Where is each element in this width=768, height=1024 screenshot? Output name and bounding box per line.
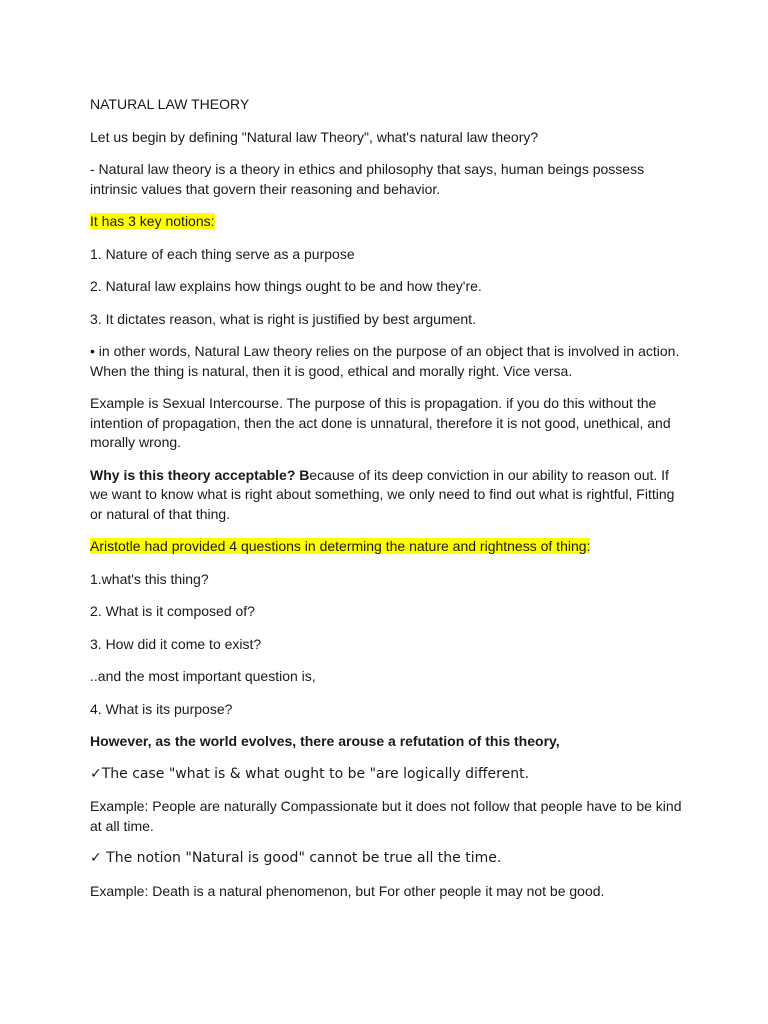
question-item-2: 2. What is it composed of?	[90, 603, 255, 619]
definition-paragraph: - Natural law theory is a theory in ethics and philosophy that says, human beings possess intrinsic values that govern their reasoning and behavior.	[90, 161, 645, 197]
document-page	[90, 95, 690, 914]
most-important-paragraph: ..and the most important question is,	[90, 668, 316, 684]
aristotle-heading	[90, 537, 690, 557]
notion-item-3: 3. It dictates reason, what is right is justified by best argument.	[90, 310, 476, 327]
question-item-1: 1.what's this thing?	[90, 570, 209, 587]
highlighted-text: It has 3 key notions:	[90, 213, 215, 229]
question-item-3: 3. How did it come to exist?	[90, 635, 262, 652]
refutation-item-2: ✓ The notion "Natural is good" cannot be true all the time.	[90, 850, 502, 866]
refutation-heading: However, as the world evolves, there arouse a refutation of this theory,	[90, 733, 560, 749]
in-other-words-paragraph: • in other words, Natural Law theory relies on the purpose of an object that is involved in action. When the thing is natural, then it is good, ethical and morally right. Vice versa.	[90, 343, 680, 379]
why-acceptable-paragraph	[90, 466, 690, 525]
document-title: NATURAL LAW THEORY	[90, 96, 250, 112]
example-paragraph-1: Example is Sexual Intercourse. The purpose of this is propagation. if you do this without the intention of propagation, then the act done is unnatural, therefore it is not good, unethical, and morally wrong.	[90, 395, 671, 450]
notion-item-2: 2. Natural law explains how things ought to be and how they're.	[90, 278, 482, 294]
highlighted-text: Aristotle had provided 4 questions in determing the nature and rightness of thing:	[90, 538, 591, 554]
question-item-4: 4. What is its purpose?	[90, 700, 233, 717]
why-rest-text: ecause of its deep conviction in our ability to reason out. If we want to know what is right about something, we only need to find out what is rightful, Fitting or natural of that thing.	[90, 466, 675, 522]
refutation-item-1: ✓The case "what is & what ought to be "are logically different.	[90, 765, 530, 782]
key-notions-heading	[90, 212, 690, 232]
why-bold-text: Why is this theory acceptable? B	[90, 466, 310, 483]
example-paragraph-2: Example: People are naturally Compassionate but it does not follow that people have to be kind at all time.	[90, 798, 682, 834]
notion-item-1: 1. Nature of each thing serve as a purpose	[90, 245, 355, 262]
example-paragraph-3: Example: Death is a natural phenomenon, but For other people it may not be good.	[90, 882, 605, 899]
intro-paragraph: Let us begin by defining "Natural law Theory", what's natural law theory?	[90, 128, 539, 145]
